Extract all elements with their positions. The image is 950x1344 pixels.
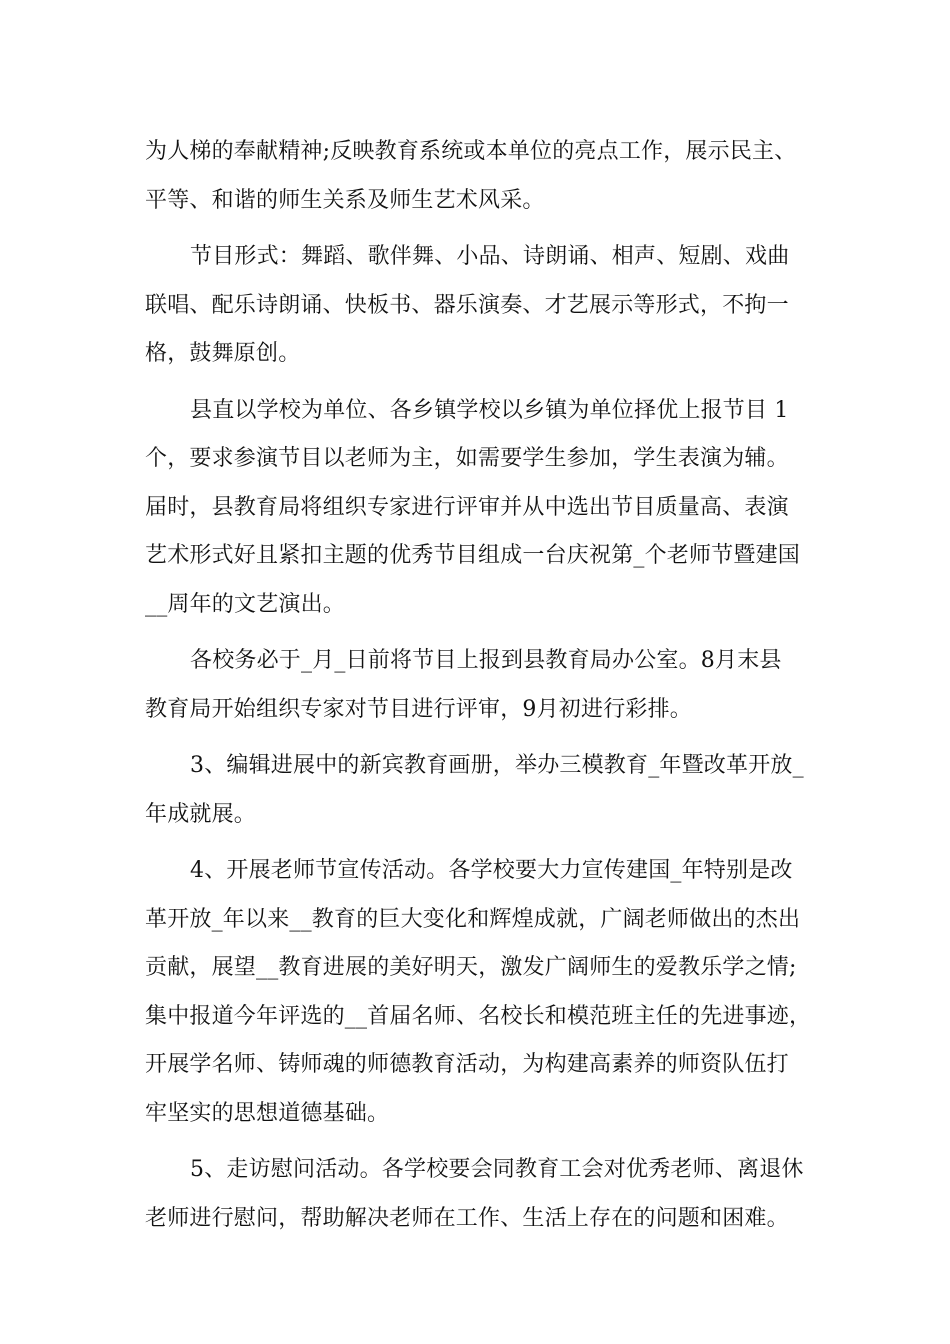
text-line: 艺术形式好且紧扣主题的优秀节目组成一台庆祝第_个老师节暨建国 [145, 543, 801, 568]
text-line: 开展学名师、铸师魂的师德教育活动，为构建高素养的师资队伍打 [145, 1052, 789, 1077]
text-line: 届时，县教育局将组织专家进行评审并从中选出节目质量高、表演 [145, 494, 789, 520]
text-line: 平等、和谐的师生关系及师生艺术风采。 [145, 187, 545, 213]
paragraph-3 [145, 387, 810, 630]
paragraph-2 [145, 233, 810, 379]
text-line: 集中报道今年评选的__首届名师、名校长和模范班主任的先进事迹， [145, 1003, 812, 1029]
text-line: 3、编辑进展中的新宾教育画册，举办三模教育_年暨改革开放_ [190, 753, 804, 778]
text-line: 革开放_年以来__教育的巨大变化和辉煌成就，广阔老师做出的杰出 [145, 906, 801, 932]
paragraph-1 [145, 128, 810, 225]
text-line: 贡献，展望__教育进展的美好明天，激发广阔师生的爱教乐学之情; [145, 955, 797, 980]
text-line: 个，要求参演节目以老师为主，如需要学生参加，学生表演为辅。 [145, 446, 789, 471]
text-line: 年成就展。 [145, 801, 257, 827]
text-line: 为人梯的奉献精神;反映教育系统或本单位的亮点工作，展示民主、 [145, 139, 797, 164]
text-line: 节目形式：舞蹈、歌伴舞、小品、诗朗诵、相声、短剧、戏曲 [190, 244, 790, 269]
text-line: 联唱、配乐诗朗诵、快板书、器乐演奏、才艺展示等形式，不拘一 [145, 292, 789, 318]
paragraph-7 [145, 1146, 810, 1243]
text-line: 格，鼓舞原创。 [145, 341, 301, 366]
text-line: 牢坚实的思想道德基础。 [145, 1100, 390, 1126]
paragraph-4 [145, 637, 810, 734]
paragraph-5 [145, 742, 810, 839]
paragraph-6 [145, 847, 810, 1138]
text-line: __周年的文艺演出。 [145, 591, 346, 617]
text-line: 老师进行慰问，帮助解决老师在工作、生活上存在的问题和困难。 [145, 1205, 789, 1231]
text-line: 各校务必于_月_日前将节目上报到县教育局办公室。8月末县 [190, 648, 782, 673]
document-body [145, 128, 810, 1251]
text-line: 4、开展老师节宣传活动。各学校要大力宣传建国_年特别是改 [190, 858, 793, 883]
text-line: 5、走访慰问活动。各学校要会同教育工会对优秀老师、离退休 [190, 1157, 804, 1182]
text-line: 教育局开始组织专家对节目进行评审，9月初进行彩排。 [145, 696, 692, 722]
text-line: 县直以学校为单位、各乡镇学校以乡镇为单位择优上报节目 1 [190, 397, 789, 423]
